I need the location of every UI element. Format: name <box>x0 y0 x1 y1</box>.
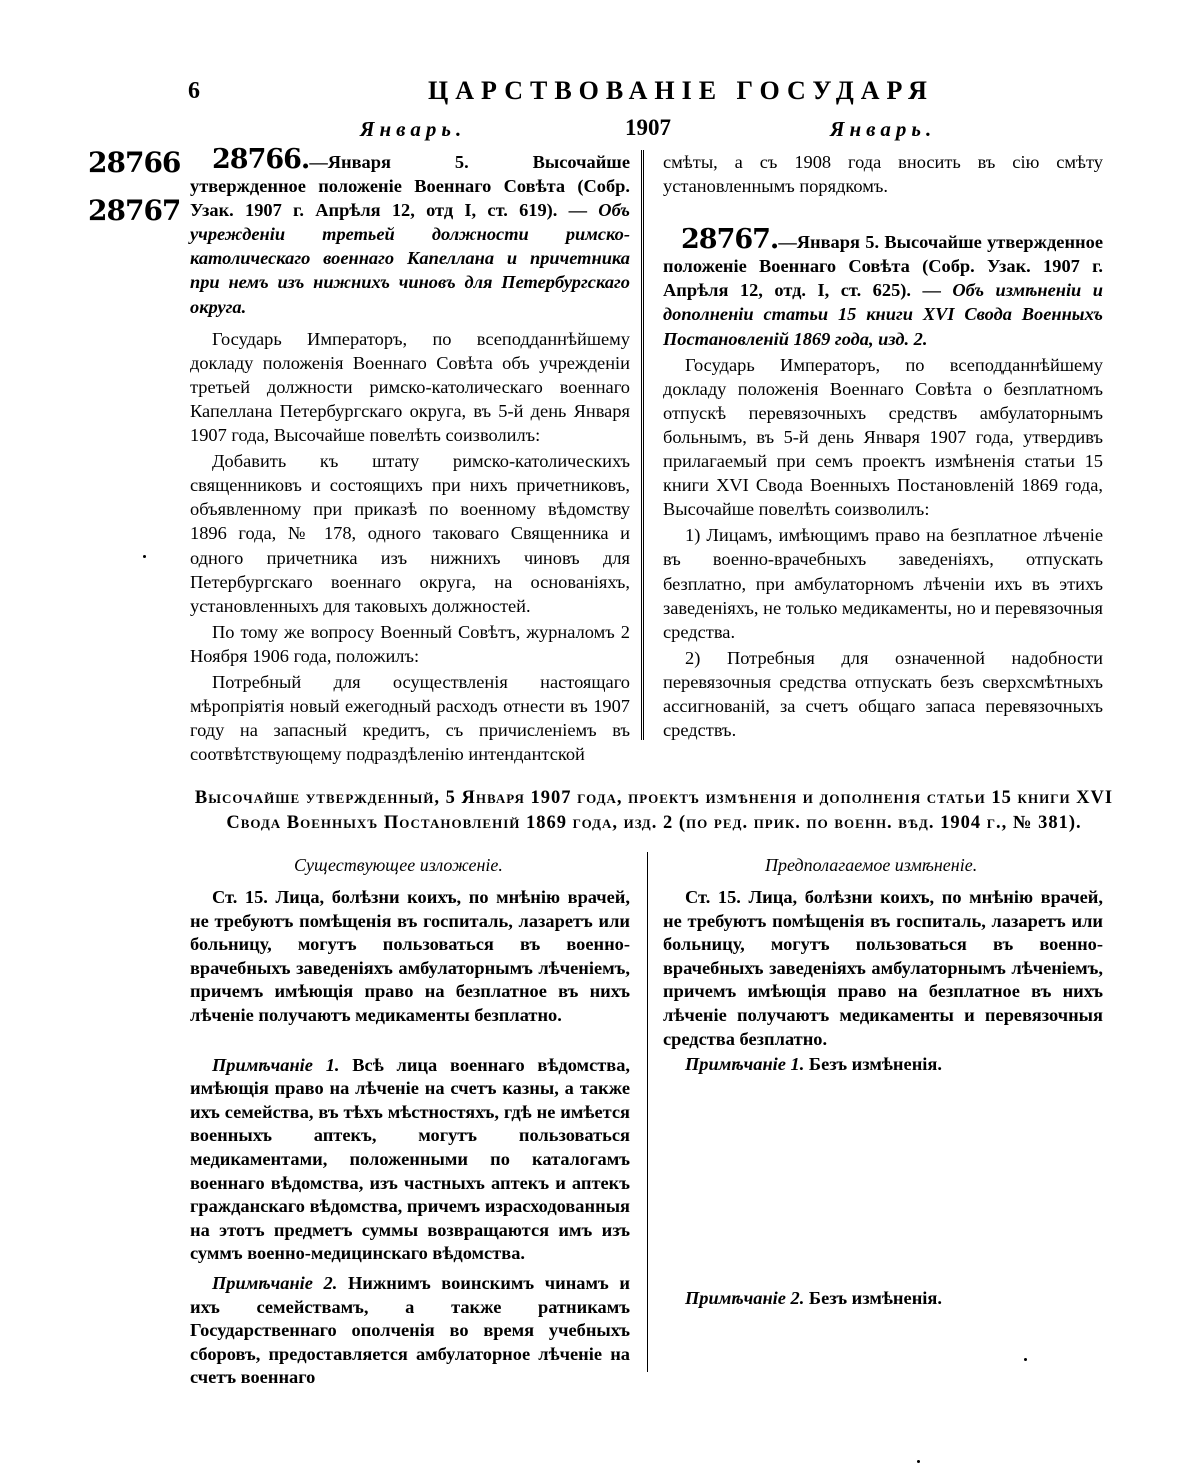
note-1-proposed <box>663 1053 1103 1077</box>
proposed-change-column <box>663 886 1103 1077</box>
note-label: Примѣчаніе 2. <box>685 1288 805 1308</box>
margin-number-28766: 28766 <box>88 146 181 179</box>
article-15-existing: Ст. 15. Лица, болѣзни коихъ, по мнѣнію врачей, не требуютъ помѣщенія въ госпиталь, лазаретъ или больницу, могутъ пользоваться въ военно-врачебныхъ заведеніяхъ амбулаторнымъ лѣченіемъ, причемъ имѣющія право на безплатное въ нихъ лѣченіе получаютъ медикаменты безплатно. <box>190 887 630 1025</box>
note-label: Примѣчаніе 1. <box>685 1054 805 1075</box>
note-2-proposed <box>663 1287 1103 1311</box>
paragraph: Государь Императоръ, по всеподданнѣйшему докладу положенія Военнаго Совѣта объ учрежденіи третьей должности римско-католическаго военнаго Капеллана Петербургскаго округа, въ 5-й день Января 1907 года, Высочайше повелѣть соизволилъ: <box>190 328 630 446</box>
project-title-line-1: Высочайше утвержденный, 5 Января 1907 года, проектъ измѣненія и дополненія статьи 15 книги XVI <box>194 788 1114 808</box>
paragraph: Потребный для осуществленія настоящаго мѣропріятія новый ежегодный расходъ отнести въ 1907 году на запасный кредитъ, съ причисленіемъ въ соотвѣтствующему подраздѣленію интендантской <box>190 671 630 765</box>
paragraph: По тому же вопросу Военный Совѣтъ, журналомъ 2 Ноября 1906 года, положилъ: <box>190 621 630 666</box>
entry-28767-column <box>663 150 1103 742</box>
note-label: Примѣчаніе 1. <box>212 1054 340 1075</box>
project-title-line-2: Свода Военныхъ Постановленій 1869 года, изд. 2 (по ред. прик. по военн. вѣд. 1904 г., № 381). <box>226 813 1082 833</box>
project-title <box>188 786 1120 836</box>
scan-speck <box>143 555 146 558</box>
margin-number-28767: 28767 <box>88 194 181 227</box>
entry-subject: Объ учрежденіи третьей должности римско-католическаго военнаго Капеллана и причетника при немъ изъ нижнихъ чиновъ для Петербургскаго округа. <box>190 200 630 317</box>
running-title: ЦАРСТВОВАНІЕ ГОСУДАРЯ <box>428 76 934 105</box>
note-text: Всѣ лица военнаго вѣдомства, имѣющія право на лѣченіе на счетъ казны, а также ихъ семейства, въ тѣхъ мѣстностяхъ, гдѣ не имѣется военныхъ аптекъ, могутъ пользоваться медикаментами, положенными по каталогамъ военнаго вѣдомства, изъ частныхъ аптекъ и аптекъ гражданскаго вѣдомства, причемъ израсходованныя на этотъ предметъ суммы возвращаются имъ изъ суммъ военно-медицинскаго вѣдомства. <box>190 1054 630 1264</box>
month-right: Январь. <box>830 117 937 141</box>
entry-number: 28767. <box>681 224 779 256</box>
paragraph: 2) Потребныя для означенной надобности перевязочныя средства отпускать безъ сверхсмѣтныхъ ассигнованій, за счетъ общаго запаса перевязочныхъ средствъ. <box>663 647 1103 741</box>
note-text: Нижнимъ воинскимъ чинамъ и ихъ семействамъ, а также ратникамъ Государственнаго ополченія во время учебныхъ сборовъ, предоставляется амбулаторное лѣченіе на счетъ военнаго <box>190 1272 630 1388</box>
entry-heading-text: —Января 5. Высочайше утвержденное положеніе Военнаго Совѣта (Собр. Узак. 1907 г. Апрѣля 12, отд. I, ст. 625). — <box>663 232 1103 301</box>
proposed-change-header: Предполагаемое измѣненіе. <box>765 855 978 875</box>
article-15-proposed: Ст. 15. Лица, болѣзни коихъ, по мнѣнію врачей, не требуютъ помѣщенія въ госпиталь, лазаретъ или больницу, могутъ пользоваться въ военно-врачебныхъ заведеніяхъ амбулаторнымъ лѣченіемъ, причемъ имѣющія право на безплатное въ нихъ лѣченіе получаютъ медикаменты и перевязочныя средства безплатно. <box>663 887 1103 1049</box>
scan-speck <box>1024 1358 1027 1361</box>
proposed-note-2-block <box>663 1287 1103 1311</box>
entry-28766 <box>190 144 630 766</box>
continuation-paragraph: смѣты, а съ 1908 года вносить въ сію смѣту установленнымъ порядкомъ. <box>663 152 1103 197</box>
month-left: Январь. <box>360 117 467 141</box>
entry-heading <box>663 224 1104 350</box>
paragraph: Государь Императоръ, по всеподданнѣйшему докладу положенія Военнаго Совѣта о безплатномъ отпускѣ перевязочныхъ средствъ амбулаторнымъ больнымъ, въ 5-й день Января 1907 года, утвердивъ прилагаемый при семъ проектъ измѣненія статьи 15 книги XVI Свода Военныхъ Постановленій 1869 года, Высочайше повелѣть соизволилъ: <box>663 354 1103 520</box>
year: 1907 <box>625 115 671 140</box>
note-text: Безъ измѣненія. <box>804 1054 942 1075</box>
comparison-divider <box>647 852 648 1372</box>
note-text: Безъ измѣненія. <box>804 1288 942 1308</box>
entry-heading-text: —Января 5. Высочайше утвержденное положеніе Военнаго Совѣта (Собр. Узак. 1907 г. Апрѣля 12, отд I, ст. 619). — <box>190 152 630 221</box>
existing-text-column <box>190 886 630 1390</box>
entry-number: 28766. <box>212 144 310 175</box>
entry-heading <box>190 144 630 319</box>
scan-speck <box>917 1460 920 1463</box>
paragraph: 1) Лицамъ, имѣющимъ право на безплатное лѣченіе въ военно-врачебныхъ заведеніяхъ, отпускать безплатно, при амбулаторномъ лѣченіи ихъ въ этихъ заведеніяхъ, не только медикаменты, но и перевязочныя средства. <box>663 525 1103 642</box>
entry-subject: Объ измѣненіи и дополненіи статьи 15 книги XVI Свода Военныхъ Постановленій 1869 года, изд. 2. <box>663 280 1104 349</box>
existing-text-header: Существующее изложеніе. <box>294 855 503 875</box>
paragraph: Добавить къ штату римско-католическихъ священниковъ и состоящихъ при нихъ причетниковъ, объявленному при приказѣ по военному вѣдомству 1896 года, № 178, одного таковаго Священника и одного причетника изъ нижнихъ чиновъ для Петербургскаго военнаго округа, на основаніяхъ, установленныхъ для таковыхъ должностей. <box>190 451 630 616</box>
note-2-existing <box>190 1272 630 1390</box>
note-label: Примѣчаніе 2. <box>212 1272 338 1293</box>
column-divider <box>641 150 647 740</box>
page-number: 6 <box>188 78 200 104</box>
note-1-existing <box>190 1054 630 1266</box>
